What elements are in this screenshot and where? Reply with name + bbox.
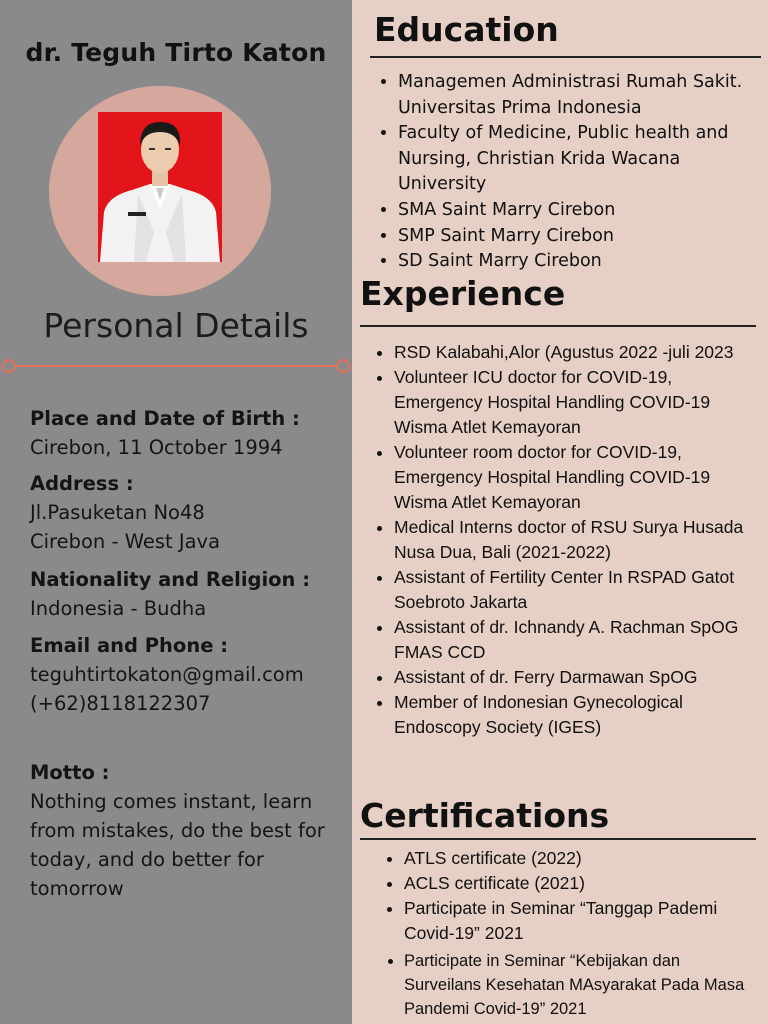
list-item: • Member of Indonesian Gynecological Endoscopy Society (IGES) [394, 690, 759, 740]
motto-label: Motto : [30, 761, 110, 784]
birth-label: Place and Date of Birth : [30, 407, 300, 430]
section-divider [8, 365, 344, 367]
list-item: • Participate in Seminar “Kebijakan dan Surveilans Kesehatan MAsyarakat Pada Masa Pandemi Covid-19” 2021 [404, 949, 754, 1021]
motto-value: Nothing comes instant, learn from mistakes, do the best for today, and do better for tomorrow [30, 790, 325, 900]
motto-info [30, 758, 330, 903]
list-item: • Faculty of Medicine, Public health and Nursing, Christian Krida Wacana University [398, 121, 748, 198]
divider-dot-left [2, 359, 16, 373]
address-line-2: Cirebon - West Java [30, 530, 221, 553]
experience-rule [360, 325, 756, 327]
list-item: • ATLS certificate (2022) [404, 846, 754, 871]
email-value: teguhtirtokaton@gmail.com [30, 663, 304, 686]
list-item: • Volunteer ICU doctor for COVID-19, Emergency Hospital Handling COVID-19 Wisma Atlet Kemayoran [394, 365, 759, 440]
list-item: • Managemen Administrasi Rumah Sakit. Universitas Prima Indonesia [398, 70, 748, 121]
profile-photo [98, 112, 222, 262]
contact-info [30, 631, 304, 718]
address-line-1: Jl.Pasuketan No48 [30, 501, 205, 524]
list-item: • Participate in Seminar “Tanggap Pademi Covid-19” 2021 [404, 896, 754, 946]
nationality-info [30, 565, 310, 623]
list-item: • SD Saint Marry Cirebon [398, 249, 748, 275]
person-portrait-icon [98, 112, 222, 262]
list-item: • Assistant of dr. Ichnandy A. Rachman SpOG FMAS CCD [394, 615, 759, 665]
list-item: • Assistant of dr. Ferry Darmawan SpOG [394, 665, 759, 690]
birth-info [30, 404, 300, 462]
address-label: Address : [30, 472, 134, 495]
nationality-label: Nationality and Religion : [30, 568, 311, 591]
list-item: • SMA Saint Marry Cirebon [398, 198, 748, 224]
certifications-list [382, 846, 754, 1021]
experience-list [372, 340, 759, 740]
nationality-value: Indonesia - Budha [30, 597, 207, 620]
person-name: dr. Teguh Tirto Katon [25, 38, 327, 67]
list-item: • Assistant of Fertility Center In RSPAD Gatot Soebroto Jakarta [394, 565, 759, 615]
personal-details-title: Personal Details [43, 306, 309, 345]
list-item: • RSD Kalabahi,Alor (Agustus 2022 -juli 2023 [394, 340, 759, 365]
list-item: • ACLS certificate (2021) [404, 871, 754, 896]
education-title: Education [374, 10, 559, 49]
phone-value: (+62)8118122307 [30, 692, 211, 715]
list-item: • Volunteer room doctor for COVID-19, Emergency Hospital Handling COVID-19 Wisma Atlet Kemayoran [394, 440, 759, 515]
certifications-title: Certifications [360, 796, 610, 835]
experience-title: Experience [360, 274, 566, 313]
education-rule [370, 56, 761, 58]
address-info [30, 469, 220, 556]
birth-value: Cirebon, 11 October 1994 [30, 436, 283, 459]
contact-label: Email and Phone : [30, 634, 229, 657]
list-item: • Medical Interns doctor of RSU Surya Husada Nusa Dua, Bali (2021-2022) [394, 515, 759, 565]
education-list [376, 70, 748, 275]
divider-dot-right [336, 359, 350, 373]
certifications-rule [360, 838, 756, 840]
list-item: • SMP Saint Marry Cirebon [398, 224, 748, 250]
